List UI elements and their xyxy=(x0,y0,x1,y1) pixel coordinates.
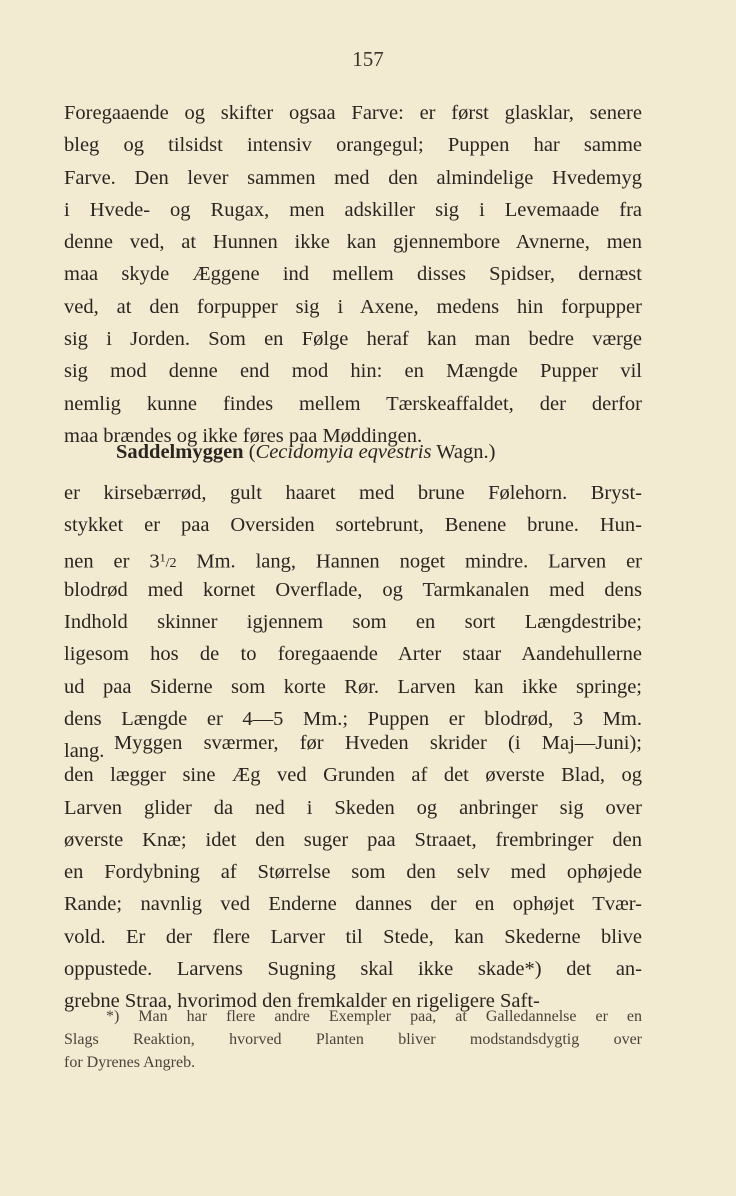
text-line: lang. xyxy=(64,740,105,763)
text-line: vold. Er der flere Larver til Stede, kan Skederne blive xyxy=(64,925,642,948)
text-line: den lægger sine Æg ved Grunden af det øverste Blad, og xyxy=(64,764,642,787)
footnote-line: Slags Reaktion, hvorved Planten bliver modstandsdygtig over xyxy=(64,1031,642,1048)
footnote-line: for Dyrenes Angreb. xyxy=(64,1054,196,1071)
text-line: ved, at den forpupper sig i Axene, medens hin forpupper xyxy=(64,295,642,318)
text-line xyxy=(64,542,642,574)
text-line: stykket er paa Oversiden sortebrunt, Benene brune. Hun- xyxy=(64,514,642,537)
text-fragment: nen er 3 xyxy=(64,550,160,573)
text-fragment: Mm. lang, Hannen noget mindre. Larven er xyxy=(176,550,642,573)
heading-paren: ( xyxy=(243,441,256,463)
text-line: øverste Knæ; idet den suger paa Straaet, frembringer den xyxy=(64,828,642,851)
text-line: maa brændes og ikke føres paa Møddingen. xyxy=(64,424,423,447)
text-line: oppustede. Larvens Sugning skal ikke skade*) det an- xyxy=(64,958,642,981)
text-line: maa skyde Æggene ind mellem disses Spidser, dernæst xyxy=(64,263,642,286)
fraction-denominator: /2 xyxy=(165,556,177,572)
text-line: bleg og tilsidst intensiv orangegul; Puppen har samme xyxy=(64,134,642,157)
paragraph-2 xyxy=(64,477,642,768)
text-line: nemlig kunne findes mellem Tærskeaffaldet, der derfor xyxy=(64,392,642,415)
text-line: denne ved, at Hunnen ikke kan gjennembore Avnerne, men xyxy=(64,231,642,254)
paragraph-3 xyxy=(64,727,642,1018)
text-line: Foregaaende og skifter ogsaa Farve: er først glasklar, senere xyxy=(64,102,642,124)
text-line: i Hvede- og Rugax, men adskiller sig i Levemaade fra xyxy=(64,198,642,221)
section-heading xyxy=(64,436,642,468)
fraction xyxy=(159,550,177,572)
text-line: Indhold skinner igjennem som en sort Længdestribe; xyxy=(64,611,642,634)
author-name: Wagn.) xyxy=(431,441,496,463)
latin-name: Cecidomyia eqvestris xyxy=(255,441,432,463)
text-line: Myggen sværmer, før Hveden skrider (i Maj—Juni); xyxy=(114,732,642,754)
text-line: sig mod denne end mod hin: en Mængde Pupper vil xyxy=(64,360,642,383)
text-line: sig i Jorden. Som en Følge heraf kan man bedre værge xyxy=(64,328,642,351)
text-line: ud paa Siderne som korte Rør. Larven kan ikke springe; xyxy=(64,675,642,698)
page-number: 157 xyxy=(352,47,384,71)
text-line: Larven glider da ned i Skeden og anbringer sig over xyxy=(64,796,642,819)
paragraph-1 xyxy=(64,97,642,452)
text-line: blodrød med kornet Overflade, og Tarmkanalen med dens xyxy=(64,578,642,601)
species-name: Saddelmyggen xyxy=(116,441,244,463)
fraction-numerator: 1 xyxy=(159,550,166,565)
text-line: Farve. Den lever sammen med den almindelige Hvedemyg xyxy=(64,166,642,189)
text-line: en Fordybning af Størrelse som den selv med ophøjede xyxy=(64,861,642,884)
text-line: dens Længde er 4—5 Mm.; Puppen er blodrød, 3 Mm. xyxy=(64,708,642,731)
text-line: er kirsebærrød, gult haaret med brune Følehorn. Bryst- xyxy=(64,482,642,504)
text-line: grebne Straa, hvorimod den fremkalder en rigeligere Saft- xyxy=(64,990,540,1013)
heading-line xyxy=(64,436,642,468)
text-line: ligesom hos de to foregaaende Arter staar Aandehullerne xyxy=(64,643,642,666)
footnote xyxy=(64,1005,642,1074)
text-line: Rande; navnlig ved Enderne dannes der en ophøjet Tvær- xyxy=(64,893,642,916)
footnote-line: *) Man har flere andre Exempler paa, at Galledannelse er en xyxy=(106,1008,642,1025)
